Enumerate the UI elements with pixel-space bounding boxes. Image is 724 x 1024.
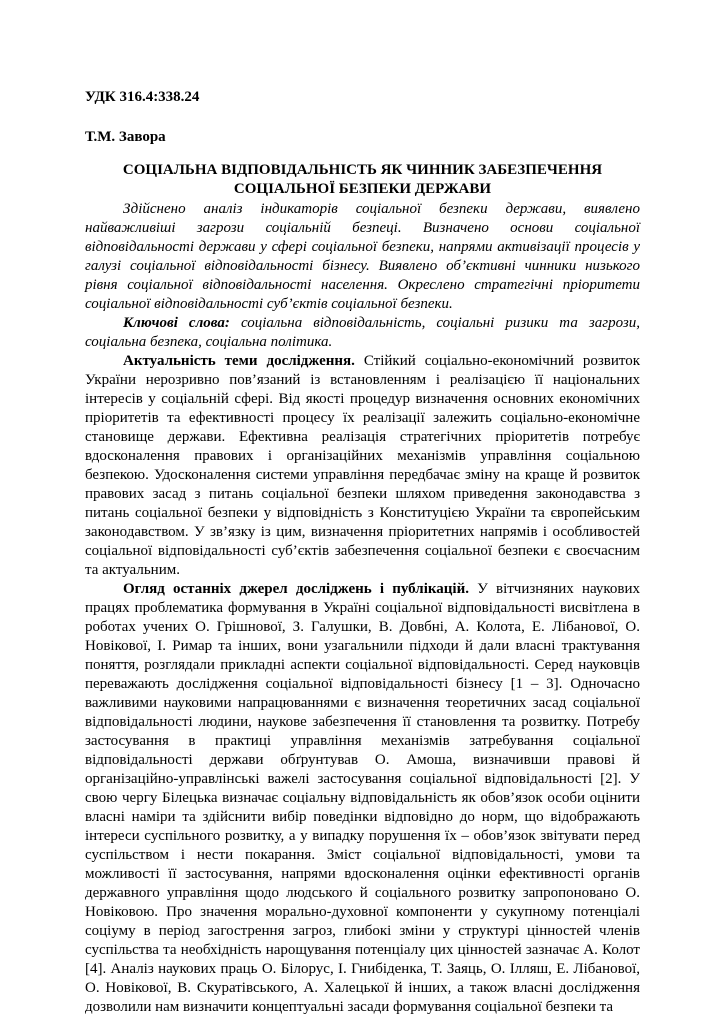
author-name: Т.М. Завора	[85, 129, 166, 145]
abstract-paragraph: Здійснено аналіз індикаторів соціальної безпеки держави, виявлено найважливіші загрози соціальній безпеці. Визначено основи соціальної відповідальності держави у сфері соціальної безпеки, напрями активізації процесів у галузі соціальної відповідальності бізнесу. Виявлено об’єктивні чинники низького рівня соціальної відповідальності населення. Окреслено стратегічні пріоритети соціальної відповідальності суб’єктів соціальної безпеки.	[85, 201, 640, 312]
section-review-text: У вітчизняних наукових працях проблематика формування в Україні соціальної відповідальності висвітлена в роботах учених О. Грішнової, З. Галушки, В. Довбні, А. Колота, Е. Лібанової, О. Новікової, І. Римар та інших, вони узагальнили підходи й дали власні трактування поняття, розглядали прикладні аспекти соціальної відповідальності. Серед науковців переважають дослідження соціальної відповідальності бізнесу [1 – 3]. Одночасно важливими науковими напрацюваннями є визначення теоретичних засад соціальної відповідальності людини, наукове забезпечення її становлення та розвитку. Потребу застосування в практиці управління механізмів затребування соціальної відповідальності держави обґрунтував О. Амоша, визначивши правові й організаційно-управлінські важелі застосування соціальної відповідальності [2]. У свою чергу Білецька визначає соціальну відповідальність як обов’язок особи оцінити власні наміри та здійснити вибір поведінки відповідно до норм, що відображають інтереси суспільного розвитку, а у випадку порушення їх – обов’язок звітувати перед суспільством і нести покарання. Зміст соціальної відповідальності, умови та можливості її застосування, напрями вдосконалення оцінки ефективності органів державного управління щодо людського й соціального розвитку запропоновано О. Новіковою. Про значення морально-духовної компоненти у сукупному потенціалі соціуму в період загострення загроз, глибокі зміни у структурі цінностей членів суспільства та необхідність нарощування потенціалу цих цінностей зазначає А. Колот [4]. Аналіз наукових праць О. Білорус, І. Гнибіденка, Т. Заяць, О. Ілляш, Е. Лібанової, О. Новікової, В. Скуратівського, А. Халецької й інших, а також власні дослідження дозволили нам визначити концептуальні засади формування соціальної безпеки та	[85, 581, 641, 1015]
section-relevance-text: Стійкий соціально-економічний розвиток України нерозривно пов’язаний із встановленням і реалізацією її національних інтересів у соціальній сфері. Від якості процедур визначення основних економічних пріоритетів та ефективності процесу їх реалізації залежить соціально-економічне становище держави. Ефективна реалізація стратегічних пріоритетів потребує вдосконалення правових і організаційних механізмів управління соціальною безпекою. Удосконалення системи управління передбачає зміну на краще й розвиток правових засад з питань соціальної безпеки шляхом приведення законодавства з питань соціальної безпеки у відповідність з Конституцією України та європейським законодавством. У зв’язку із цим, визначення пріоритетних напрямів і особливостей соціальної відповідальності суб’єктів забезпечення соціальної безпеки є своєчасним та актуальним.	[85, 353, 641, 578]
article-title: СОЦІАЛЬНА ВІДПОВІДАЛЬНІСТЬ ЯК ЧИННИК ЗАБЕЗПЕЧЕННЯ СОЦІАЛЬНОЇ БЕЗПЕКИ ДЕРЖАВИ	[122, 162, 603, 197]
keywords-paragraph	[85, 314, 640, 352]
section-relevance-paragraph	[85, 352, 640, 580]
section-review-paragraph	[85, 580, 640, 1017]
udc-code: УДК 316.4:338.24	[85, 89, 200, 105]
section-review-heading: Огляд останніх джерел досліджень і публікацій.	[123, 581, 469, 597]
section-relevance-heading: Актуальність теми дослідження.	[123, 353, 355, 369]
keywords-label: Ключові слова:	[123, 315, 230, 331]
keywords-text: соціальна відповідальність, соціальні ризики та загрози, соціальна безпека, соціальна політика.	[85, 315, 640, 350]
